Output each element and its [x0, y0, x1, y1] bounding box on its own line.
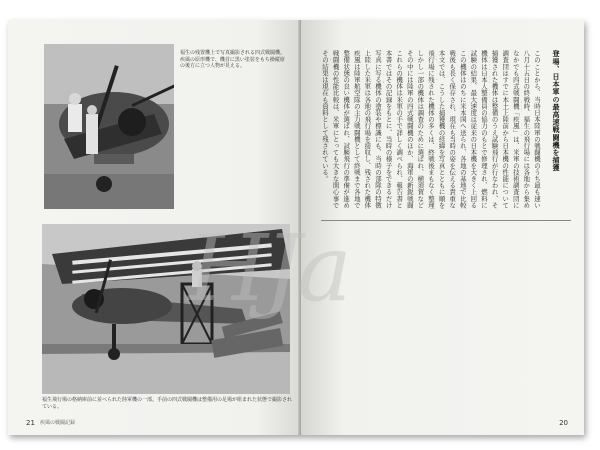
body-text-column: 本文では、こうした捕獲機の経緯を写真とともに順を — [437, 50, 446, 209]
body-text-column: この機体はのちに米本国へ送られ、各地の基地で比較 — [458, 50, 467, 209]
body-text-column: 戦闘機の性能比較は、米軍にとっても大きな関心事で — [331, 50, 340, 209]
left-folio: 21 — [26, 419, 35, 427]
photo-aircraft-with-crew — [44, 44, 174, 209]
right-folio: 20 — [559, 419, 568, 427]
body-text-column: 本書ではその記録をもとに、当時の様子をできるだけ — [384, 50, 393, 209]
caption-top: 福生の残置機上で写真撮影される四式戦闘機。疾風の原形機で、機首に黒い塗装をもち操縦席の後方に立つ人物が見える。 — [180, 50, 286, 69]
open-book — [8, 20, 584, 435]
left-page — [8, 20, 301, 435]
body-text-column: 機体は日本人整備員の協力のもとで修理され、燃料に — [479, 50, 488, 209]
block-divider — [321, 220, 571, 221]
body-text-column: 捕獲された機体は整備のうえ試験飛行が行なわれ、そ — [490, 50, 499, 209]
right-page — [301, 20, 584, 435]
section-heading: 登場、日本軍の最高速戦闘機を捕獲 — [552, 50, 560, 172]
body-text-column: 八月十五日の終戦時、福生の飛行場には各地から集め — [522, 50, 531, 209]
body-text-column: その結果は現在も資料として残されている。 — [320, 50, 329, 182]
caption-bottom: 福生飛行場の格納庫前に並べられた陸軍機の一部。手前の四式戦闘機は整備用の足場が組まれた状態で撮影されている。 — [42, 397, 293, 410]
body-text-column: 飛行場に残された機体の多くは、終戦後まもなく整理 — [426, 50, 435, 209]
body-text-column: 調査団はすでに本土上陸前から日本機の性能について — [501, 50, 510, 209]
body-text-column: なかでも四式戦闘機「疾風」は、米軍の技術調査団に — [511, 50, 520, 209]
left-folio-title: 疾風の戦闘記録 — [40, 420, 76, 426]
body-text-column: 写真に写る機体の塗装や標識にも、当時の部隊の特徴 — [373, 50, 382, 209]
body-text-column: しかし一部の機体は調査のために選ばれ、横須賀など — [416, 50, 425, 209]
body-text-column: 整備状態の良い機体が選ばれ、試験飛行の準備が進め — [342, 50, 351, 209]
body-text-column: このことから、当時日本陸軍の戦闘機のうち最も速い — [532, 50, 541, 209]
body-text-column: 疾風は陸軍航空隊の主力戦闘機として終戦まで各地で — [352, 50, 361, 209]
body-text-column: その中には陸軍の四式戦闘機のほか、海軍の新鋭戦闘 — [405, 50, 414, 209]
watermark-logo: HJa — [188, 215, 348, 322]
body-text-column: 試験の結果、最大速度は従来の日本機を大きく上回る — [469, 50, 478, 209]
body-text-column: 戦後も長く保存され、現在も当時の姿を伝える貴重な — [448, 50, 457, 209]
body-text-column: 上陸した米軍は各地の飛行場を接収し、残された機体 — [363, 50, 372, 209]
body-text-column: これらの機体は米軍の手で詳しく調べられ、報告書と — [395, 50, 404, 209]
photo-aircraft-on-stand — [42, 224, 290, 394]
